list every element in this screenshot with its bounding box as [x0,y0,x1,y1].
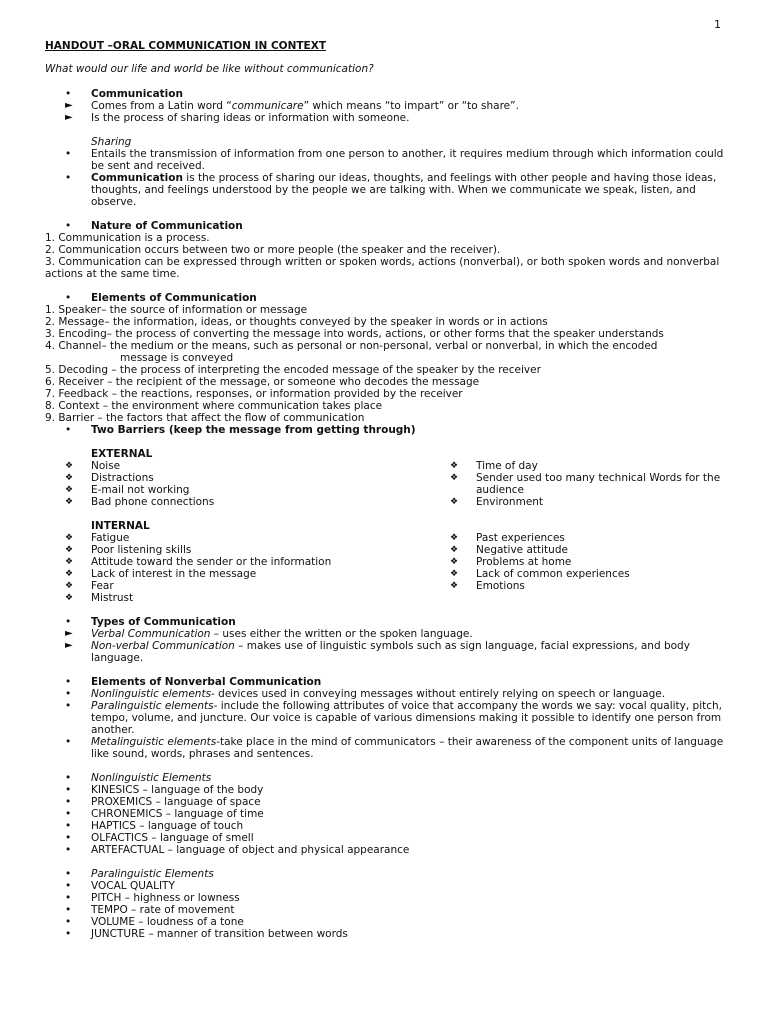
list-item: Noise [91,460,121,472]
item-text: OLFACTICS – language of smell [91,832,254,844]
numbered-item: 6. Receiver – the recipient of the message, or someone who decodes the message [45,376,480,388]
bullet-icon: • [65,868,72,880]
list-item [45,820,725,832]
bullet-icon: • [65,784,72,796]
list-item: Lack of common experiences [476,568,630,580]
section-heading: Types of Communication [91,616,236,628]
numbered-item: 2. Communication occurs between two or more people (the speaker and the receiver). [45,244,501,256]
list-item: Sender used too many technical Words for the audience [476,472,721,496]
bullet-icon: • [65,424,72,436]
numbered-item: 4. Channel– the medium or the means, such as personal or non-personal, verbal or nonverbal, in which the encoded [45,340,658,352]
list-item [45,892,725,904]
section-heading: Communication [91,88,183,100]
item-text: Is the process of sharing ideas or information with someone. [91,112,410,124]
term: Communication [91,172,183,184]
list-item [45,880,725,892]
list-item [45,844,725,856]
numbered-item: 8. Context – the environment where communication takes place [45,400,383,412]
bullet-icon: • [65,820,72,832]
item-text: - include the following attributes of voice that accompany the words we say: vocal quality, pitch, tempo, volume, and juncture. Our voice is capable of various dimensions making it possible to identify one person from another. [91,700,723,736]
bullet-icon: • [65,220,72,232]
bullet-icon: • [65,88,72,100]
section-heading: Elements of Communication [91,292,257,304]
section-heading: Two Barriers (keep the message from getting through) [91,424,416,436]
arrow-bullet-icon: ► [65,628,73,639]
communication-heading-item [45,88,725,100]
list-item: Bad phone connections [91,496,215,508]
term: Paralinguistic elements [91,700,214,712]
item-text: HAPTICS – language of touch [91,820,244,832]
bullet-icon: • [65,736,72,748]
bullet-icon: • [65,916,72,928]
internal-right-column [430,532,730,592]
item-text: CHRONEMICS – language of time [91,808,264,820]
section-heading: Elements of Nonverbal Communication [91,676,322,688]
diamond-bullet-icon: ❖ [65,569,74,579]
numbered-item: 9. Barrier – the factors that affect the flow of communication [45,412,365,424]
section-heading: Paralinguistic Elements [91,868,214,880]
term: Verbal Communication [91,628,211,640]
internal-left-column [45,532,405,604]
external-label: EXTERNAL [91,448,153,460]
nature-heading-item [45,220,725,232]
document-body [45,88,725,940]
paralinguistic-heading-item [45,868,725,880]
intro-question: What would our life and world be like without communication? [45,63,374,75]
list-item [45,688,725,700]
bullet-icon: • [65,616,72,628]
list-item [45,112,725,124]
list-item [45,172,725,208]
nonlinguistic-heading-item [45,772,725,784]
item-text: ” which means “to impart” or “to share”. [303,100,519,112]
term: Non-verbal Communication [91,640,235,652]
diamond-bullet-icon: ❖ [65,557,74,567]
term: Nonlinguistic elements [91,688,212,700]
list-item: Environment [476,496,544,508]
item-text: VOCAL QUALITY [91,880,175,892]
numbered-item: 2. Message– the information, ideas, or thoughts conveyed by the speaker in words or in actions [45,316,548,328]
nonverbal-heading-item [45,676,725,688]
item-text: is the process of sharing our ideas, thoughts, and feelings with other people and having those ideas, thoughts, and feelings understood by the people we are talking with. When we communicate we speak, listen, and observe. [91,172,717,208]
diamond-bullet-icon: ❖ [65,581,74,591]
list-item: Fatigue [91,532,130,544]
list-item: Poor listening skills [91,544,192,556]
item-text: – makes use of linguistic symbols such as sign language, facial expressions, and body language. [91,640,690,664]
diamond-bullet-icon: ❖ [450,557,459,567]
item-text: VOLUME – loudness of a tone [91,916,244,928]
external-barriers [45,460,725,508]
numbered-item: 3. Encoding– the process of converting the message into words, actions, or other forms that the speaker understands [45,328,664,340]
bullet-icon: • [65,796,72,808]
list-item [45,640,725,664]
diamond-bullet-icon: ❖ [65,533,74,543]
list-item [45,832,725,844]
numbered-item: 1. Communication is a process. [45,232,210,244]
bullet-icon: • [65,808,72,820]
list-item: Fear [91,580,114,592]
bullet-icon: • [65,892,72,904]
page-number: 1 [714,18,721,31]
diamond-bullet-icon: ❖ [65,593,74,603]
diamond-bullet-icon: ❖ [450,581,459,591]
handout-title: HANDOUT –ORAL COMMUNICATION IN CONTEXT [45,40,326,52]
list-item [45,916,725,928]
bullet-icon: • [65,172,72,184]
list-item [45,148,725,172]
item-text: PITCH – highness or lowness [91,892,240,904]
elements-heading-item [45,292,725,304]
list-item: Distractions [91,472,154,484]
diamond-bullet-icon: ❖ [450,497,459,507]
list-item: Negative attitude [476,544,568,556]
item-text: - devices used in conveying messages without entirely relying on speech or language. [211,688,666,700]
diamond-bullet-icon: ❖ [65,497,74,507]
diamond-bullet-icon: ❖ [450,569,459,579]
diamond-bullet-icon: ❖ [450,545,459,555]
numbered-item: 3. Communication can be expressed through written or spoken words, actions (nonverbal), or both spoken words and nonverbal actions at the same time. [45,256,720,280]
section-heading: Nature of Communication [91,220,243,232]
item-text: ARTEFACTUAL – language of object and physical appearance [91,844,410,856]
item-text: – uses either the written or the spoken language. [210,628,473,640]
list-item: Lack of interest in the message [91,568,257,580]
bullet-icon: • [65,928,72,940]
list-item [45,784,725,796]
bullet-icon: • [65,832,72,844]
numbered-item: 7. Feedback – the reactions, responses, or information provided by the receiver [45,388,463,400]
list-item [45,700,725,736]
diamond-bullet-icon: ❖ [65,461,74,471]
list-item: E-mail not working [91,484,190,496]
external-left-column [45,460,405,508]
item-text: JUNCTURE – manner of transition between words [91,928,348,940]
item-text: -take place in the mind of communicators – their awareness of the component units of language like sound, words, phrases and sentences. [91,736,724,760]
list-item: Emotions [476,580,525,592]
diamond-bullet-icon: ❖ [65,473,74,483]
list-item [45,736,725,760]
numbered-item: 5. Decoding – the process of interpreting the encoded message of the speaker by the receiver [45,364,541,376]
list-item: Time of day [476,460,538,472]
term: Metalinguistic elements [91,736,217,748]
diamond-bullet-icon: ❖ [65,545,74,555]
bullet-icon: • [65,148,72,160]
latin-word: communicare [231,100,304,112]
bullet-icon: • [65,904,72,916]
bullet-icon: • [65,700,72,712]
arrow-bullet-icon: ► [65,112,73,123]
sharing-label: Sharing [91,136,132,148]
list-item [45,796,725,808]
list-item: Problems at home [476,556,572,568]
diamond-bullet-icon: ❖ [450,473,459,483]
item-text: Comes from a Latin word “ [91,100,232,112]
list-item [45,904,725,916]
external-right-column [430,460,730,508]
bullet-icon: • [65,772,72,784]
diamond-bullet-icon: ❖ [65,485,74,495]
bullet-icon: • [65,676,72,688]
item-text: TEMPO – rate of movement [91,904,235,916]
internal-label: INTERNAL [91,520,150,532]
list-item [45,808,725,820]
diamond-bullet-icon: ❖ [450,461,459,471]
diamond-bullet-icon: ❖ [450,533,459,543]
list-item: Past experiences [476,532,565,544]
bullet-icon: • [65,688,72,700]
numbered-item-continuation: message is conveyed [120,352,234,364]
list-item [45,928,725,940]
internal-barriers [45,532,725,604]
types-heading-item [45,616,725,628]
arrow-bullet-icon: ► [65,100,73,111]
bullet-icon: • [65,880,72,892]
item-text: Entails the transmission of information from one person to another, it requires medium through which information could be sent and received. [91,148,724,172]
arrow-bullet-icon: ► [65,640,73,651]
bullet-icon: • [65,844,72,856]
numbered-item: 1. Speaker– the source of information or message [45,304,308,316]
bullet-icon: • [65,292,72,304]
barriers-heading-item [45,424,725,436]
item-text: KINESICS – language of the body [91,784,264,796]
list-item [45,100,725,112]
list-item: Mistrust [91,592,134,604]
list-item [45,628,725,640]
section-heading: Nonlinguistic Elements [91,772,212,784]
list-item: Attitude toward the sender or the information [91,556,332,568]
item-text: PROXEMICS – language of space [91,796,261,808]
